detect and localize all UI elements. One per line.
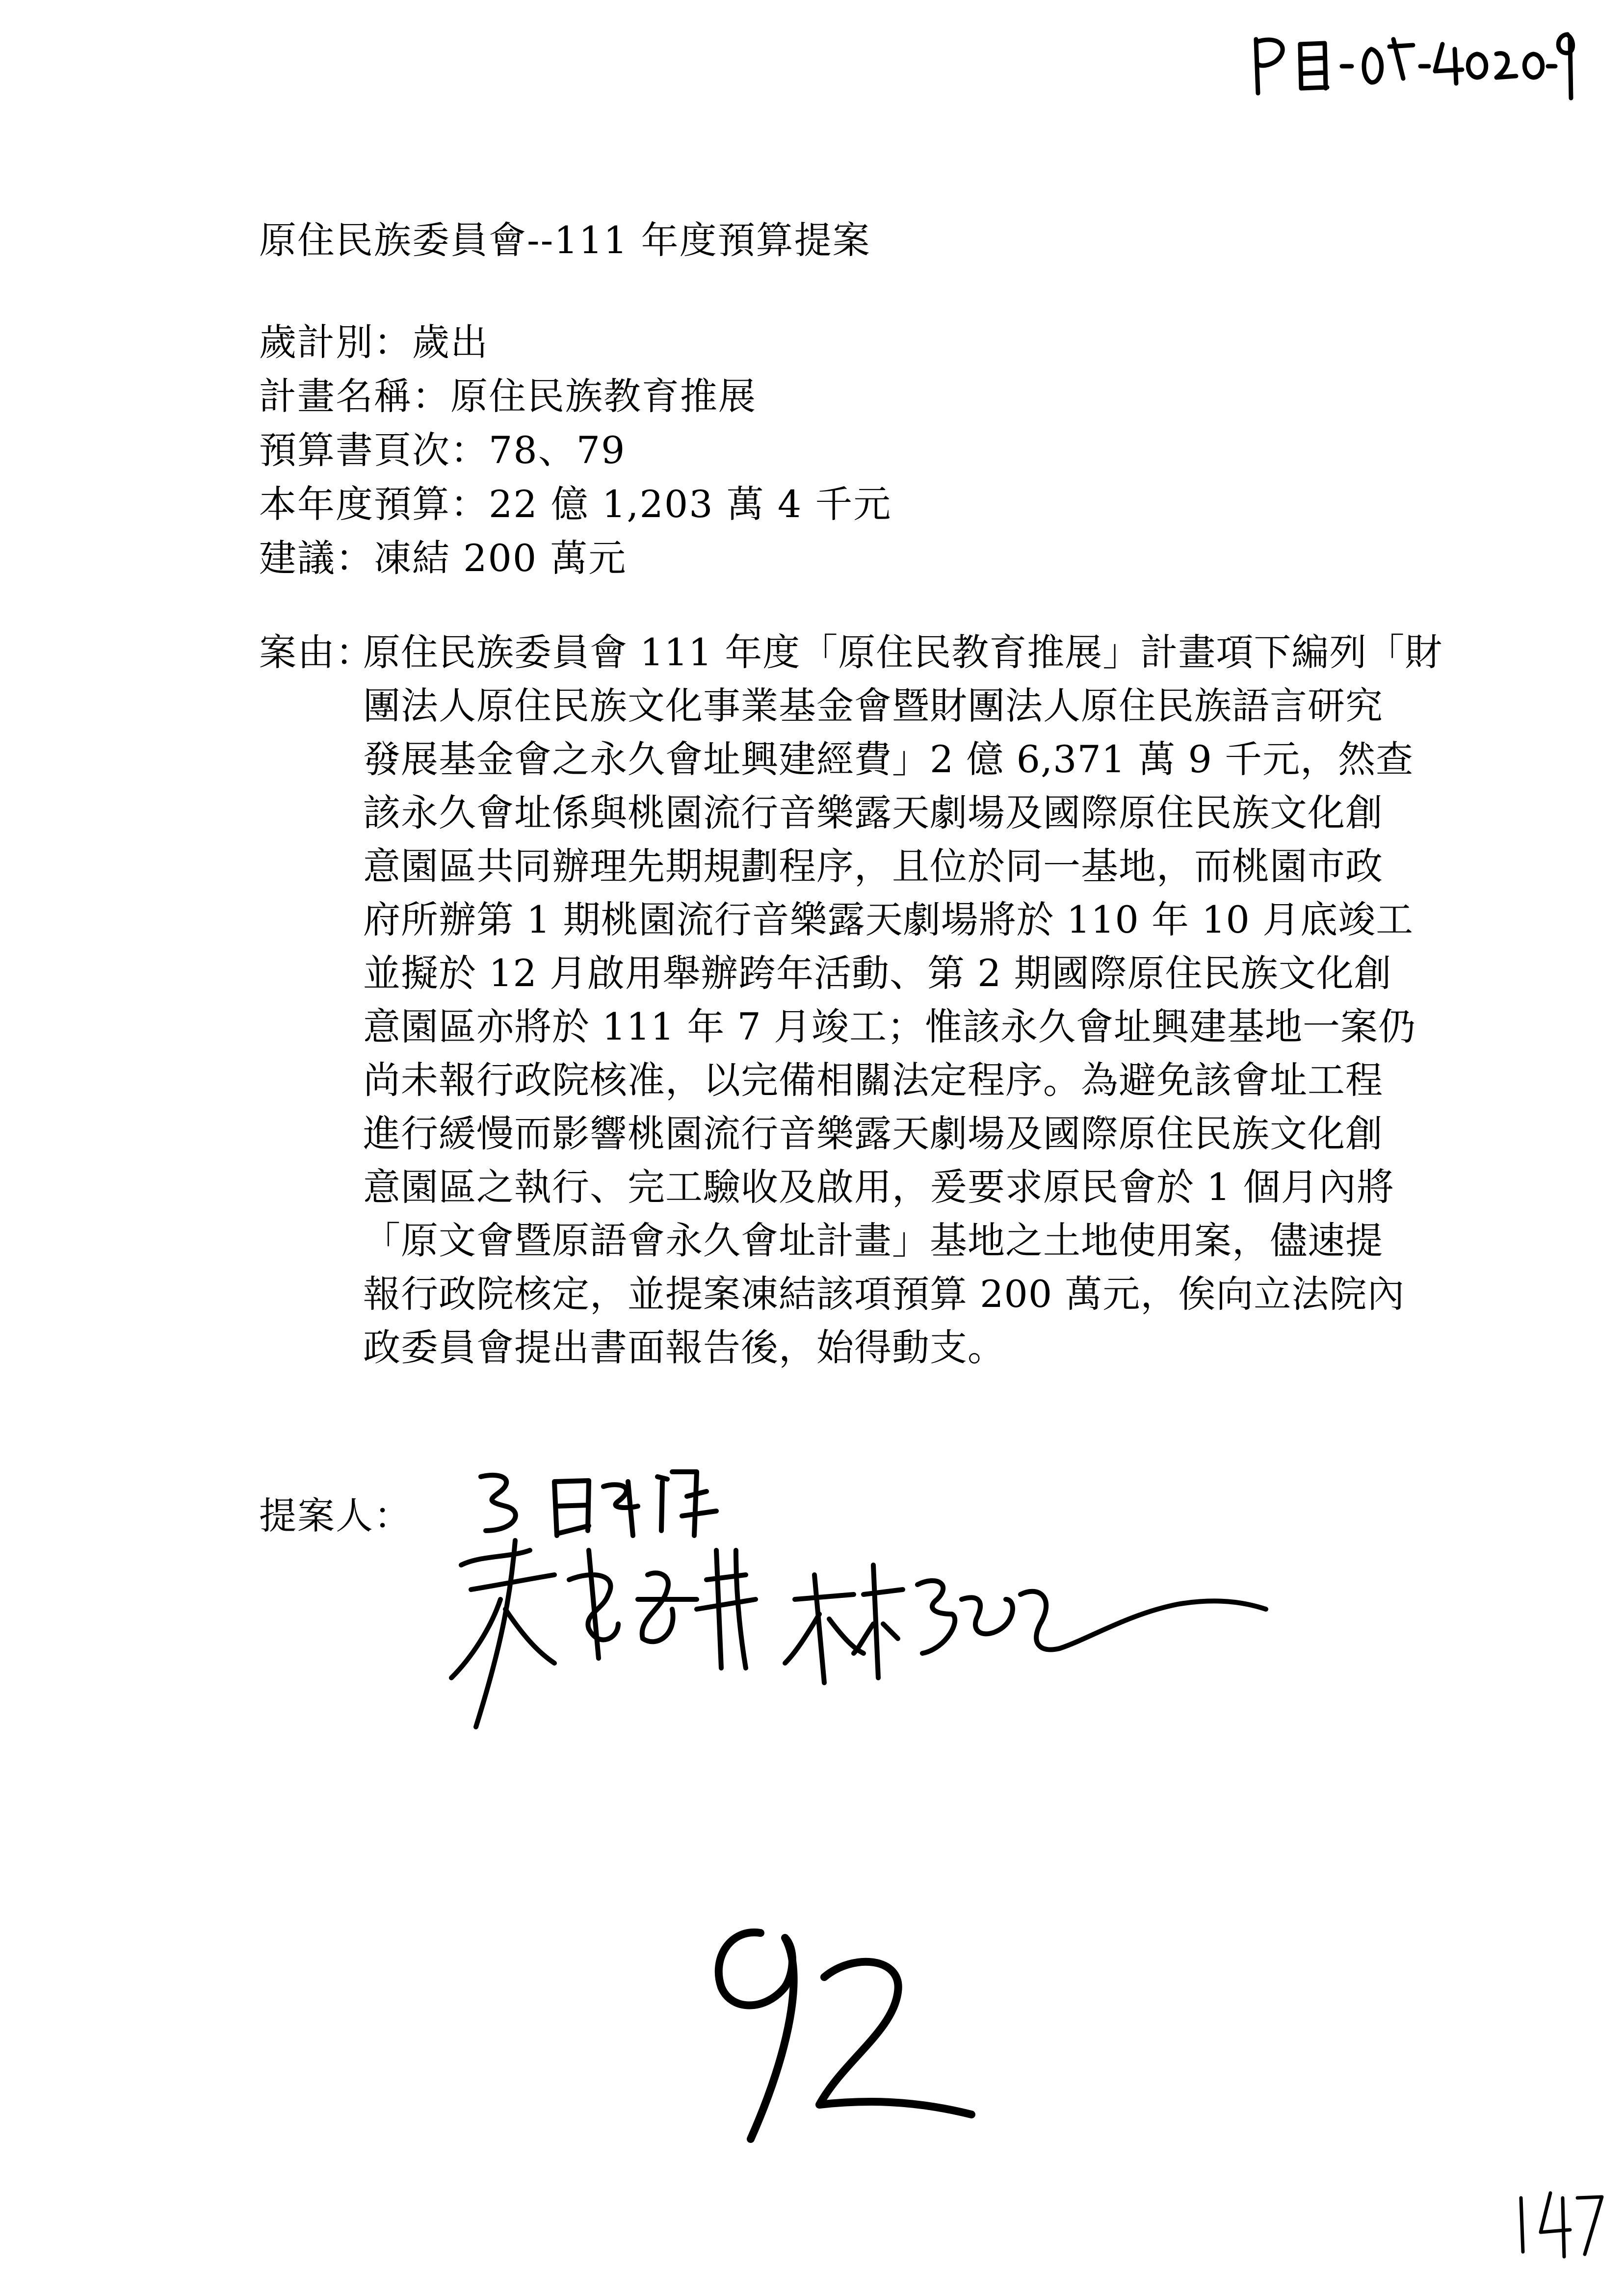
handwritten-corner-code (1246, 20, 1580, 103)
document-title: 原住民族委員會--111 年度預算提案 (259, 218, 871, 262)
proposer-label: 提案人： (259, 1494, 412, 1538)
reason-line: 意園區之執行、完工驗收及啟用，爰要求原民會於 1 個月內將 (363, 1165, 1394, 1209)
reason-line: 報行政院核定，並提案凍結該項預算 200 萬元，俟向立法院內 (363, 1272, 1405, 1316)
reason-line: 尚未報行政院核准，以完備相關法定程序。為避免該會址工程 (363, 1058, 1383, 1102)
budget-book-pages: 預算書頁次：78、79 (259, 428, 626, 472)
reason-line: 發展基金會之永久會址興建經費」2 億 6,371 萬 9 千元，然查 (363, 737, 1414, 781)
reason-line: 團法人原住民族文化事業基金會暨財團法人原住民族語言研究 (363, 684, 1383, 728)
reason-label: 案由： (259, 630, 374, 674)
handwritten-number (677, 1904, 981, 2159)
plan-name: 計畫名稱：原住民族教育推展 (259, 374, 757, 418)
reason-line: 意園區亦將於 111 年 7 月竣工；惟該永久會址興建基地一案仍 (363, 1005, 1416, 1048)
recommendation: 建議：凍結 200 萬元 (259, 536, 627, 580)
reason-line: 原住民族委員會 111 年度「原住民教育推展」計畫項下編列「財 (363, 630, 1443, 674)
handwritten-signatures (442, 1452, 1276, 1796)
current-year-budget: 本年度預算：22 億 1,203 萬 4 千元 (259, 482, 892, 526)
reason-line: 意園區共同辦理先期規劃程序，且位於同一基地，而桃園市政 (363, 844, 1383, 888)
reason-line: 並擬於 12 月啟用舉辦跨年活動、第 2 期國際原住民族文化創 (363, 951, 1392, 995)
reason-body (363, 628, 1443, 1377)
reason-line: 進行緩慢而影響桃園流行音樂露天劇場及國際原住民族文化創 (363, 1112, 1383, 1155)
reason-line: 府所辦第 1 期桃園流行音樂露天劇場將於 110 年 10 月底竣工 (363, 898, 1414, 941)
reason-line: 該永久會址係與桃園流行音樂露天劇場及國際原住民族文化創 (363, 791, 1383, 835)
handwritten-page-ref (1511, 2178, 1609, 2262)
reason-line: 政委員會提出書面報告後，始得動支。 (363, 1326, 1005, 1369)
budget-category: 歲計別：歲出 (259, 320, 489, 364)
reason-line: 「原文會暨原語會永久會址計畫」基地之土地使用案，儘速提 (363, 1219, 1383, 1262)
